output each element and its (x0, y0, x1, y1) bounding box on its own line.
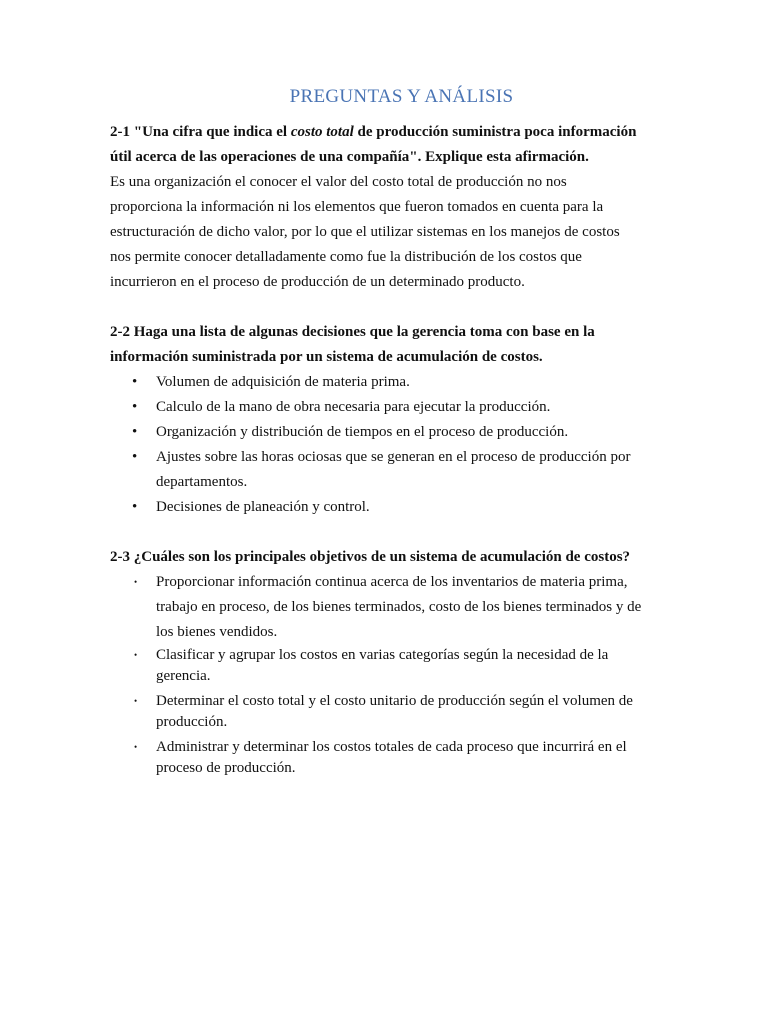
list-item-text: Decisiones de planeación y control. (156, 499, 370, 515)
list-item (110, 445, 665, 495)
list-item-text-continued: gerencia. (156, 668, 211, 684)
list-item-text-continued: proceso de producción. (156, 760, 296, 776)
question-2-1-prefix: 2-1 "Una cifra que indica el (110, 124, 291, 140)
bullet-icon: • (132, 424, 138, 440)
bullet-icon: • (134, 742, 138, 752)
bullet-icon: • (132, 399, 138, 415)
list-item (110, 495, 665, 520)
list-item (110, 570, 665, 645)
bullet-icon: • (132, 374, 138, 390)
bullet-icon: • (134, 696, 138, 706)
question-2-1-emphasis: costo total (290, 124, 354, 140)
answer-2-1-line: proporciona la información ni los elementos que fueron tomados en cuenta para la (110, 199, 604, 215)
list-item-text: Calculo de la mano de obra necesaria para ejecutar la producción. (156, 399, 551, 415)
list-item-text-continued: trabajo en proceso, de los bienes terminados, costo de los bienes terminados y de (156, 599, 642, 615)
list-item (110, 420, 665, 445)
list-item (110, 370, 665, 395)
list-item (110, 691, 665, 733)
question-2-2-line-2: información suministrada por un sistema de acumulación de costos. (110, 349, 543, 365)
question-2-2-line-1: 2-2 Haga una lista de algunas decisiones que la gerencia toma con base en la (110, 324, 595, 340)
question-2-3-line-1: 2-3 ¿Cuáles son los principales objetivos de un sistema de acumulación de costos? (110, 549, 631, 565)
bullet-icon: • (134, 577, 138, 587)
list-item (110, 395, 665, 420)
list-item-text: Clasificar y agrupar los costos en varias categorías según la necesidad de la (156, 647, 609, 663)
list-item-text: Volumen de adquisición de materia prima. (156, 374, 410, 390)
question-2-1-line-1 (110, 120, 665, 145)
list-item (110, 737, 665, 779)
objectives-list (110, 570, 665, 779)
page-title: PREGUNTAS Y ANÁLISIS (289, 86, 514, 107)
bullet-icon: • (134, 650, 138, 660)
document-page (110, 84, 665, 783)
list-item-text: Determinar el costo total y el costo unitario de producción según el volumen de (156, 693, 633, 709)
list-item-text-continued: producción. (156, 714, 228, 730)
answer-2-1-line: estructuración de dicho valor, por lo que el utilizar sistemas en los manejos de costos (110, 224, 620, 240)
list-item-text-continued: los bienes vendidos. (156, 624, 278, 640)
decisions-list (110, 370, 665, 520)
answer-2-1-line: incurrieron en el proceso de producción de un determinado producto. (110, 274, 525, 290)
spacer (110, 295, 665, 320)
spacer (110, 520, 665, 545)
question-2-1-suffix: de producción suministra poca información (353, 124, 637, 140)
bullet-icon: • (132, 449, 138, 465)
question-2-1-line-2: útil acerca de las operaciones de una compañía". Explique esta afirmación. (110, 149, 589, 165)
list-item-text: Administrar y determinar los costos totales de cada proceso que incurrirá en el (156, 739, 627, 755)
list-item-text: Organización y distribución de tiempos en el proceso de producción. (156, 424, 569, 440)
bullet-icon: • (132, 499, 138, 515)
list-item (110, 645, 665, 687)
list-item-text: Ajustes sobre las horas ociosas que se generan en el proceso de producción por (156, 449, 631, 465)
list-item-text: Proporcionar información continua acerca de los inventarios de materia prima, (156, 574, 628, 590)
answer-2-1-line: Es una organización el conocer el valor del costo total de producción no nos (110, 174, 567, 190)
list-item-text-continued: departamentos. (156, 474, 248, 490)
answer-2-1-line: nos permite conocer detalladamente como fue la distribución de los costos que (110, 249, 582, 265)
